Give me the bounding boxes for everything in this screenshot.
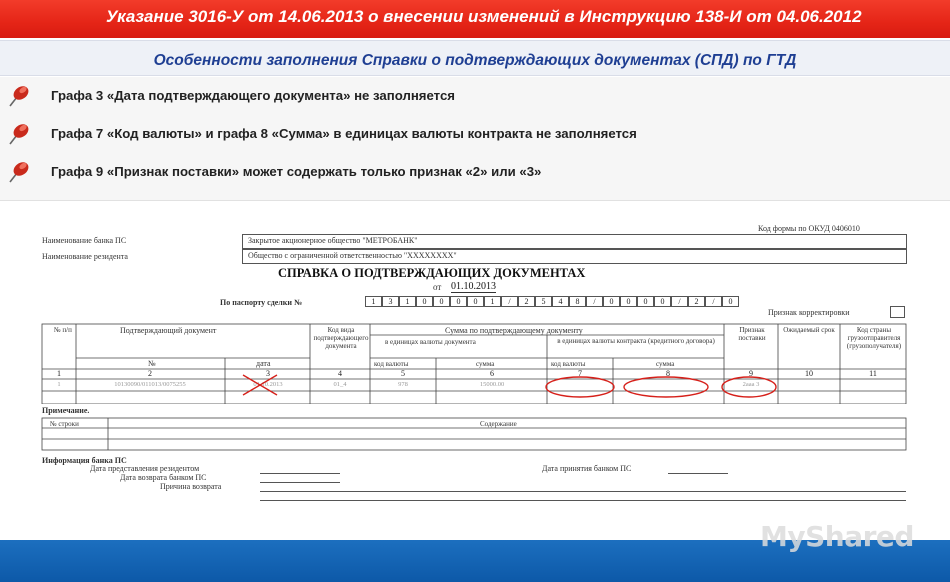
okud-code: Код формы по ОКУД 0406010 [758,224,860,233]
resident-value: Общество с ограниченной ответственностью "ХХХХХХХХ" [248,251,457,260]
correction-label: Признак корректировки [768,308,850,317]
signature-line [260,473,340,474]
bullet-text: Графа 9 «Признак поставки» может содержать только признак «2» или «3» [51,164,542,179]
bullet-item [0,118,950,148]
col-header-4ab: сумма [476,360,495,368]
passport-digit: / [501,296,518,307]
bank-info-line: Дата возврата банком ПС [120,473,207,482]
passport-digit: 1 [365,296,382,307]
bank-value: Закрытое акционерное общество "МЕТРОБАНК" [248,236,418,245]
passport-digit: 0 [654,296,671,307]
passport-digit: 0 [637,296,654,307]
col-header-4: Сумма по подтверждающему документу [445,326,583,335]
passport-digit: 2 [688,296,705,307]
form-title: СПРАВКА О ПОДТВЕРЖДАЮЩИХ ДОКУМЕНТАХ [278,266,586,280]
column-number: 1 [57,369,61,378]
passport-digit: 2 [518,296,535,307]
bank-accept-label: Дата принятия банком ПС [542,464,632,473]
col-header-7: Код страны грузоотправителя (грузополучателя) [846,326,902,350]
passport-digit: / [586,296,603,307]
table-cell: 2aaa 3 [742,381,760,388]
resident-label: Наименование резидента [42,252,128,261]
col-header-2a: № [148,359,156,368]
passport-digit: 8 [569,296,586,307]
passport-digit: 0 [603,296,620,307]
passport-digit: 0 [433,296,450,307]
notes-label: Примечание. [42,406,90,415]
col-header-3: Код вида подтверждающего документа [313,326,369,350]
table-cell: 01_4 [333,381,347,388]
bullet-item [0,156,950,186]
pushpin-icon [6,158,32,184]
form-date-prefix: от [433,282,442,292]
annotation-marks [40,368,910,408]
passport-digit: 0 [416,296,433,307]
col-header-2: Подтверждающий документ [120,326,217,335]
column-number: 6 [490,369,494,378]
col-header-2b: дата [256,359,271,368]
bank-info-line: Причина возврата [160,482,222,491]
bullet-text: Графа 3 «Дата подтверждающего документа» не заполняется [51,88,455,103]
form-date: 01.10.2013 [451,281,496,292]
column-number: 5 [401,369,405,378]
pushpin-icon [6,120,32,146]
signature-line [260,500,906,501]
table-cell: 15000.00 [479,381,505,388]
column-number: 11 [869,369,877,378]
column-number: 4 [338,369,342,378]
col-header-4ba: код валюты [551,360,586,368]
passport-digit: 0 [450,296,467,307]
subheader-title: Особенности заполнения Справки о подтверждающих документах (СПД) по ГТД [153,52,797,69]
col-header-5: Признак поставки [738,326,766,342]
passport-label: По паспорту сделки № [220,298,303,307]
bullet-item [0,80,950,110]
passport-digit: / [671,296,688,307]
signature-line [260,491,906,492]
table-cell: 01.10.2013 [253,381,283,388]
passport-digit: 4 [552,296,569,307]
col-header-4b: в единицах валюты контракта (кредитного договора) [557,337,715,345]
passport-digit: 5 [535,296,552,307]
col-header-6: Ожидаемый срок [783,326,835,334]
notes-table-grid [40,416,910,452]
column-number: 7 [578,369,582,378]
col-header-4aa: код валюты [374,360,409,368]
column-number: 3 [266,369,270,378]
passport-digit: 0 [467,296,484,307]
passport-digit: 1 [399,296,416,307]
col-header-4a: в единицах валюты документа [385,338,476,346]
header-bar [0,0,950,38]
passport-digit: 3 [382,296,399,307]
passport-digit: 0 [722,296,739,307]
passport-digit: / [705,296,722,307]
table-cell: 10130090/011013/0075255 [114,381,186,388]
column-number: 2 [148,369,152,378]
table-cell: 978 [398,381,408,388]
col-header-4bb: сумма [656,360,675,368]
col-header-1: № п/п [54,326,72,334]
column-number: 10 [805,369,813,378]
passport-digit: 0 [620,296,637,307]
bullet-list [0,77,950,201]
bank-info-label: Информация банка ПС [42,456,127,465]
signature-line [260,482,340,483]
passport-digit: 1 [484,296,501,307]
bank-info-line: Дата представления резидентом [90,464,200,473]
notes-col-2: Содержание [480,420,517,428]
header-title: Указание 3016-У от 14.06.2013 о внесении изменений в Инструкцию 138-И от 04.06.2012 [106,7,862,26]
bullet-text: Графа 7 «Код валюты» и графа 8 «Сумма» в единицах валюты контракта не заполняется [51,126,637,141]
column-number: 8 [666,369,670,378]
watermark: MyShared [760,520,914,553]
pushpin-icon [6,82,32,108]
spd-form [40,218,910,518]
correction-box [890,306,905,318]
signature-line [668,473,728,474]
column-number: 9 [749,369,753,378]
table-cell: 1 [57,381,61,388]
bank-label: Наименование банка ПС [42,236,127,245]
subheader-band [0,40,950,76]
notes-col-1: № строки [50,420,79,428]
